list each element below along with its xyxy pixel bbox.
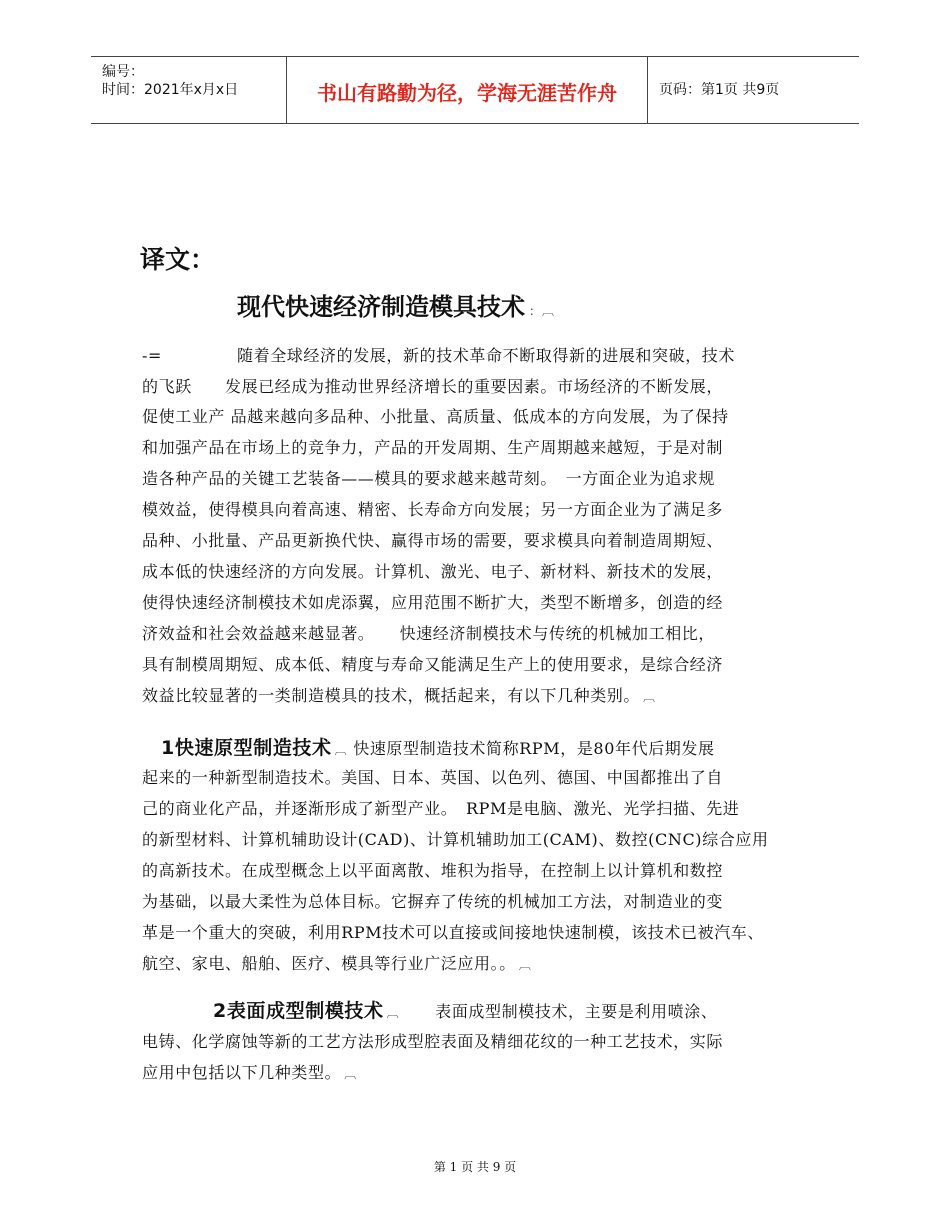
page-header bbox=[91, 56, 859, 124]
header-meta bbox=[91, 57, 286, 123]
section1-line-last bbox=[142, 951, 537, 974]
section1-line: 航空、家电、船舶、医疗、模具等行业广泛应用。。 bbox=[142, 954, 516, 973]
section2-line-last bbox=[142, 1060, 363, 1083]
section2-title: 2表面成型制模技术 bbox=[213, 1000, 384, 1022]
motto: 书山有路勤为径，学海无涯苦作舟 bbox=[317, 81, 617, 105]
section1-line: 为基础，以最大柔性为总体目标。它摒弃了传统的机械加工方法，对制造业的变 bbox=[142, 892, 724, 911]
paragraph-line: 使得快速经济制模技术如虎添翼，应用范围不断扩大，类型不断增多，创造的经 bbox=[142, 593, 724, 612]
page-number-label: 页码：第1页 共9页 bbox=[659, 82, 780, 98]
paragraph-line: 效益比较显著的一类制造模具的技术，概括起来，有以下几种类别。 bbox=[142, 686, 641, 705]
section2-line: 电铸、化学腐蚀等新的工艺方法形成型腔表面及精细花纹的一种工艺技术，实际 bbox=[142, 1032, 724, 1051]
paragraph-line: 促使工业产 品越来越向多品种、小批量、高质量、低成本的方向发展，为了保持 bbox=[142, 407, 729, 426]
section1-line: 的高新技术。在成型概念上以平面离散、堆积为指导，在控制上以计算机和数控 bbox=[142, 861, 724, 880]
section1-line: 快速原型制造技术简称RPM，是80年代后期发展 bbox=[353, 739, 715, 758]
paragraph-line: 济效益和社会效益越来越显著。 快速经济制模技术与传统的机械加工相比， bbox=[142, 624, 716, 643]
paragraph-line: 的飞跃 发展已经成为推动世界经济增长的重要因素。市场经济的不断发展， bbox=[142, 377, 724, 396]
page-footer: 第 1 页 共 9 页 bbox=[433, 1160, 517, 1174]
intro-mark: -= bbox=[142, 346, 163, 365]
section1-line: 起来的一种新型制造技术。美国、日本、英国、以色列、德国、中国都推出了自 bbox=[142, 768, 724, 787]
paragraph-line: 造各种产品的关键工艺装备——模具的要求越来越苛刻。 一方面企业为追求规 bbox=[142, 469, 716, 488]
header-page-cell bbox=[647, 57, 859, 123]
section1-line: 革是一个重大的突破，利用RPM技术可以直接或间接地快速制模，该技术已被汽车、 bbox=[142, 923, 764, 942]
paragraph-line-last bbox=[142, 683, 662, 706]
serial-label: 编号： bbox=[102, 64, 144, 80]
translation-heading: 译文： bbox=[140, 245, 216, 274]
paragraph-line: 成本低的快速经济的方向发展。计算机、激光、电子、新材料、新技术的发展， bbox=[142, 562, 724, 581]
break-mark: ︹ bbox=[386, 1006, 400, 1020]
section2-line: 表面成型制模技术，主要是利用喷涂、 bbox=[435, 1002, 718, 1021]
section2-line: 应用中包括以下几种类型。 bbox=[142, 1063, 342, 1082]
article-title bbox=[237, 287, 555, 322]
date-label: 时间：2021年x月x日 bbox=[102, 82, 239, 98]
paragraph-line: 具有制模周期短、成本低、精度与寿命又能满足生产上的使用要求，是综合经济 bbox=[142, 655, 724, 674]
break-mark: ︹ bbox=[643, 690, 656, 704]
break-mark: ︹ bbox=[334, 743, 348, 757]
paragraph-line: 随着全球经济的发展，新的技术革命不断取得新的进展和突破，技术 bbox=[237, 346, 736, 365]
break-mark: ︹ bbox=[518, 958, 532, 972]
break-mark: ︹ bbox=[344, 1067, 357, 1081]
title-mark: ：︹ bbox=[529, 304, 556, 318]
article-title-text: 现代快速经济制造模具技术 bbox=[237, 293, 525, 321]
section1-line: 的新型材料、计算机辅助设计(CAD)、计算机辅助加工(CAM)、数控(CNC)综合应用 bbox=[142, 830, 769, 849]
paragraph-line: 品种、小批量、产品更新换代快、赢得市场的需要，要求模具向着制造周期短、 bbox=[142, 531, 724, 550]
section1-first-line bbox=[161, 733, 715, 760]
section1-line: 己的商业化产品，并逐渐形成了新型产业。 RPM是电脑、激光、光学扫描、先进 bbox=[142, 799, 740, 818]
section2-first-line bbox=[213, 996, 717, 1023]
paragraph-line: 和加强产品在市场上的竞争力，产品的开发周期、生产周期越来越短，于是对制 bbox=[142, 438, 724, 457]
header-motto-cell bbox=[286, 57, 648, 123]
section1-title: 1快速原型制造技术 bbox=[161, 737, 332, 759]
intro-line bbox=[142, 343, 735, 366]
paragraph-line: 模效益，使得模具向着高速、精密、长寿命方向发展；另一方面企业为了满足多 bbox=[142, 500, 724, 519]
